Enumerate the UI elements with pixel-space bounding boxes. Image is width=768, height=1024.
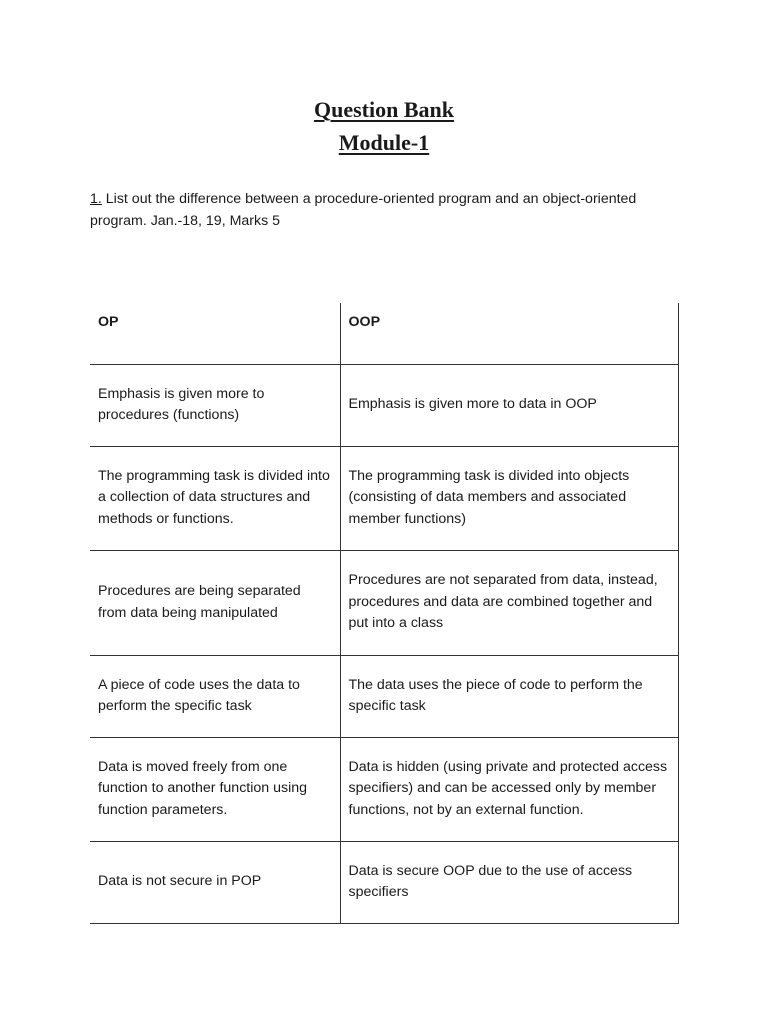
table-cell-op: Data is not secure in POP: [90, 841, 340, 923]
table-cell-oop: The data uses the piece of code to perform the specific task: [340, 655, 678, 737]
table-cell-oop: Data is secure OOP due to the use of access specifiers: [340, 841, 678, 923]
comparison-table: [90, 303, 679, 924]
question-number: 1.: [90, 191, 102, 207]
table-row: [90, 737, 678, 841]
question-1: [90, 188, 690, 232]
table-cell-oop: Data is hidden (using private and protected access specifiers) and can be accessed only by member functions, not by an external function.: [340, 737, 678, 841]
table-cell-op: Data is moved freely from one function to another function using function parameters.: [90, 737, 340, 841]
table-row: [90, 841, 678, 923]
table-header-row: [90, 303, 678, 364]
table-row: [90, 446, 678, 550]
question-text: List out the difference between a procedure-oriented program and an object-oriented program. Jan.-18, 19, Marks 5: [90, 191, 637, 229]
table-cell-oop: Emphasis is given more to data in OOP: [340, 364, 678, 446]
table-cell-oop: The programming task is divided into objects (consisting of data members and associated member functions): [340, 446, 678, 550]
document-title: Question Bank: [314, 97, 454, 122]
table-cell-op: Emphasis is given more to procedures (functions): [90, 364, 340, 446]
table-cell-oop: Procedures are not separated from data, instead, procedures and data are combined together and put into a class: [340, 550, 678, 655]
table-cell-op: Procedures are being separated from data being manipulated: [90, 550, 340, 655]
table-header-op: OP: [90, 303, 340, 364]
table-cell-op: A piece of code uses the data to perform the specific task: [90, 655, 340, 737]
table-row: [90, 364, 678, 446]
document-subtitle: Module-1: [338, 130, 430, 155]
table-cell-op: The programming task is divided into a collection of data structures and methods or functions.: [90, 446, 340, 550]
table-row: [90, 655, 678, 737]
table-header-oop: OOP: [340, 303, 678, 364]
document-title-block: [0, 93, 768, 159]
table-row: [90, 550, 678, 655]
